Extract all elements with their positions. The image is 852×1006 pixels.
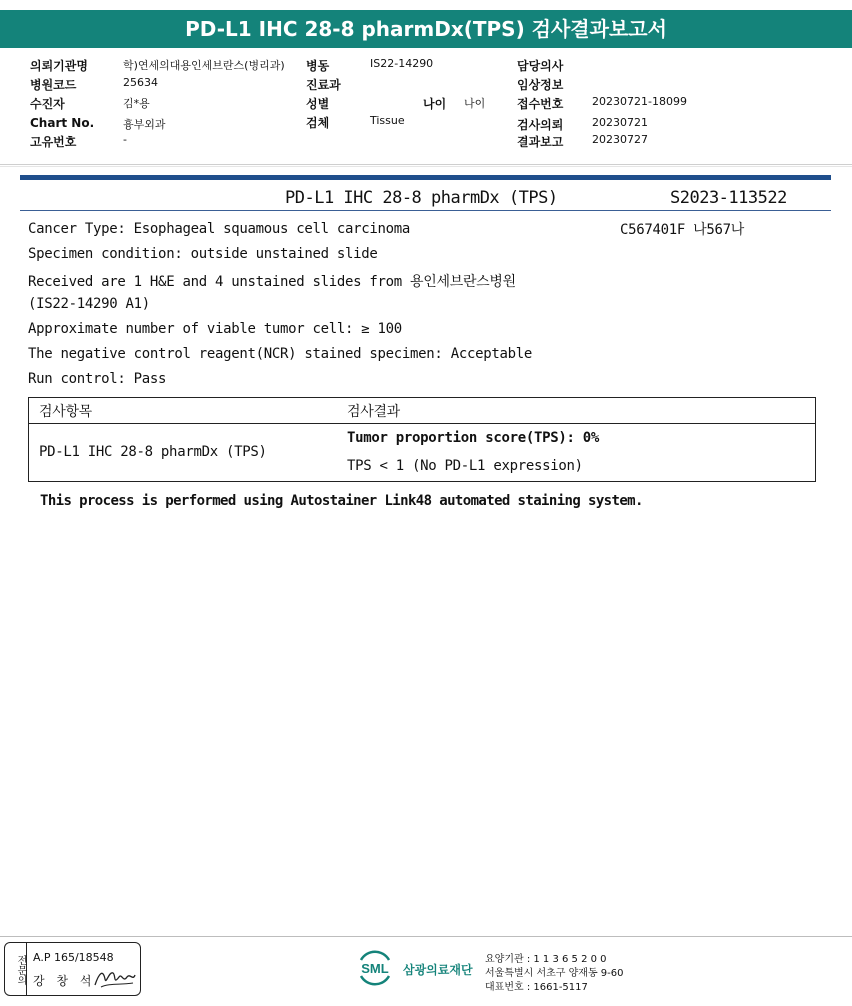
report-line: (IS22-14290 A1) <box>28 296 150 312</box>
value-chart-no: 흉부외과 <box>123 118 166 131</box>
stamp-ap-number: A.P 165/18548 <box>33 951 114 964</box>
table-divider <box>29 423 815 424</box>
report-test-name: PD-L1 IHC 28-8 pharmDx (TPS) <box>285 188 558 208</box>
label-receipt-no: 접수번호 <box>517 97 564 111</box>
value-requesting-institution: 학)연세의대용인세브란스(병리과) <box>123 59 285 72</box>
signature <box>93 965 137 991</box>
label-hospital-code: 병원코드 <box>30 78 77 92</box>
value-ward: IS22-14290 <box>370 57 434 70</box>
value-receipt-no: 20230721-18099 <box>592 95 687 108</box>
stamp-name: 강 창 석 <box>33 974 96 988</box>
label-department: 진료과 <box>306 78 341 92</box>
value-patient: 김*용 <box>123 97 150 110</box>
report-sub-rule <box>20 210 831 211</box>
table-result-interpretation: TPS < 1 (No PD-L1 expression) <box>347 458 583 474</box>
label-specimen: 검체 <box>306 116 330 130</box>
sml-logo-name: 삼광의료재단 <box>403 963 473 977</box>
value-test-request: 20230721 <box>592 116 648 129</box>
report-title-bar: PD-L1 IHC 28-8 pharmDx(TPS) 검사결과보고서 <box>0 10 852 48</box>
header-divider-2 <box>0 166 852 167</box>
report-top-rule <box>20 175 831 180</box>
footer-address: 서울특별시 서초구 양재동 9-60 <box>485 968 624 979</box>
table-item: PD-L1 IHC 28-8 pharmDx (TPS) <box>39 444 267 460</box>
value-unique-no: - <box>123 133 127 146</box>
sml-logo-abbr: SML <box>361 961 389 976</box>
report-line: Run control: Pass <box>28 371 167 387</box>
label-patient: 수진자 <box>30 97 65 111</box>
side-code: C567401F 나567나 <box>620 222 744 238</box>
footer-divider <box>0 936 852 937</box>
label-chart-no: Chart No. <box>30 116 95 130</box>
value-specimen: Tissue <box>370 114 405 127</box>
footer-phone: 대표번호 : 1661-5117 <box>485 982 588 993</box>
label-clinical-info: 임상정보 <box>517 78 564 92</box>
footnote: This process is performed using Autostainer Link48 automated staining system. <box>40 493 643 509</box>
label-sex: 성별 <box>306 97 330 111</box>
stamp-vertical-label: 전문의 <box>5 943 27 995</box>
sml-logo <box>355 948 475 988</box>
label-age: 나이 <box>423 97 447 111</box>
result-table <box>28 397 816 482</box>
report-line: Specimen condition: outside unstained slide <box>28 246 378 262</box>
report-line: Received are 1 H&E and 4 unstained slides from 용인세브란스병원 <box>28 274 516 290</box>
label-requesting-institution: 의뢰기관명 <box>30 59 88 73</box>
table-header-result: 검사결과 <box>347 404 400 420</box>
label-unique-no: 고유번호 <box>30 135 77 149</box>
table-result-score: Tumor proportion score(TPS): 0% <box>347 430 599 446</box>
report-line: Approximate number of viable tumor cell: ≥ 100 <box>28 321 402 337</box>
header-divider <box>0 164 852 165</box>
value-result-report: 20230727 <box>592 133 648 146</box>
label-test-request: 검사의뢰 <box>517 118 564 132</box>
report-code: S2023-113522 <box>670 188 787 208</box>
pathologist-stamp <box>4 942 141 996</box>
label-result-report: 결과보고 <box>517 135 564 149</box>
header-info <box>0 52 852 164</box>
label-ward: 병동 <box>306 59 330 73</box>
value-age: 나이 <box>464 97 486 110</box>
value-hospital-code: 25634 <box>123 76 158 89</box>
footer-institution-code: 요양기관 : 1 1 3 6 5 2 0 0 <box>485 954 607 965</box>
table-header-item: 검사항목 <box>39 404 92 420</box>
sml-logo-icon <box>355 948 395 988</box>
report-line: The negative control reagent(NCR) stained specimen: Acceptable <box>28 346 532 362</box>
label-attending-doctor: 담당의사 <box>517 59 564 73</box>
report-line: Cancer Type: Esophageal squamous cell carcinoma <box>28 221 411 237</box>
